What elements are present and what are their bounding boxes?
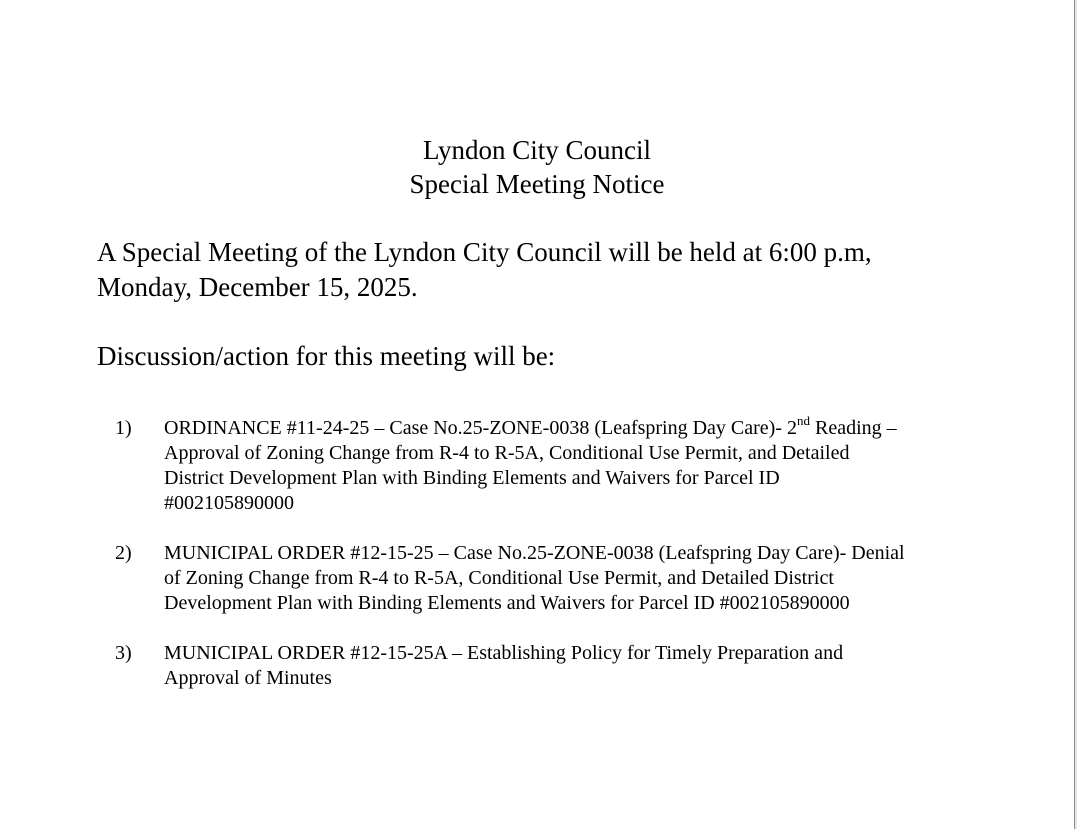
agenda-item-line: Approval of Minutes: [164, 667, 332, 689]
agenda-item-line: District Development Plan with Binding Elements and Waivers for Parcel ID: [164, 467, 780, 489]
agenda-item-number: 3): [115, 642, 132, 664]
agenda-item: [0, 413, 1074, 516]
agenda-list: [0, 413, 1074, 716]
discussion-heading: Discussion/action for this meeting will be:: [97, 341, 556, 371]
agenda-item-number: 1): [115, 417, 132, 439]
agenda-item-line-part: Reading –: [810, 417, 897, 439]
agenda-item-line: of Zoning Change from R-4 to R-5A, Conditional Use Permit, and Detailed District: [164, 567, 834, 589]
agenda-item-text: [164, 413, 984, 516]
agenda-item-line: MUNICIPAL ORDER #12-15-25 – Case No.25-ZONE-0038 (Leafspring Day Care)- Denial: [164, 542, 905, 564]
notice-header: [0, 133, 1074, 201]
agenda-item-line: Approval of Zoning Change from R-4 to R-5A, Conditional Use Permit, and Detailed: [164, 442, 850, 464]
agenda-item: [0, 641, 1074, 691]
agenda-item-text: [164, 541, 984, 616]
announcement-line: A Special Meeting of the Lyndon City Council will be held at 6:00 p.m,: [97, 237, 872, 267]
agenda-item-line-part: ORDINANCE #11-24-25 – Case No.25-ZONE-0038 (Leafspring Day Care)- 2: [164, 417, 797, 439]
agenda-item-number: 2): [115, 542, 132, 564]
agenda-item-line: MUNICIPAL ORDER #12-15-25A – Establishing Policy for Timely Preparation and: [164, 642, 844, 664]
meeting-announcement: [97, 235, 997, 305]
announcement-line: Monday, December 15, 2025.: [97, 272, 418, 302]
council-title: Lyndon City Council: [422, 135, 651, 165]
agenda-item: [0, 541, 1074, 616]
agenda-item-line: [164, 413, 984, 441]
notice-subtitle: Special Meeting Notice: [409, 169, 665, 199]
agenda-item-line: Development Plan with Binding Elements and Waivers for Parcel ID #002105890000: [164, 592, 850, 614]
ordinal-suffix: nd: [797, 413, 810, 429]
agenda-item-text: [164, 641, 984, 691]
agenda-item-line: #002105890000: [164, 492, 294, 514]
